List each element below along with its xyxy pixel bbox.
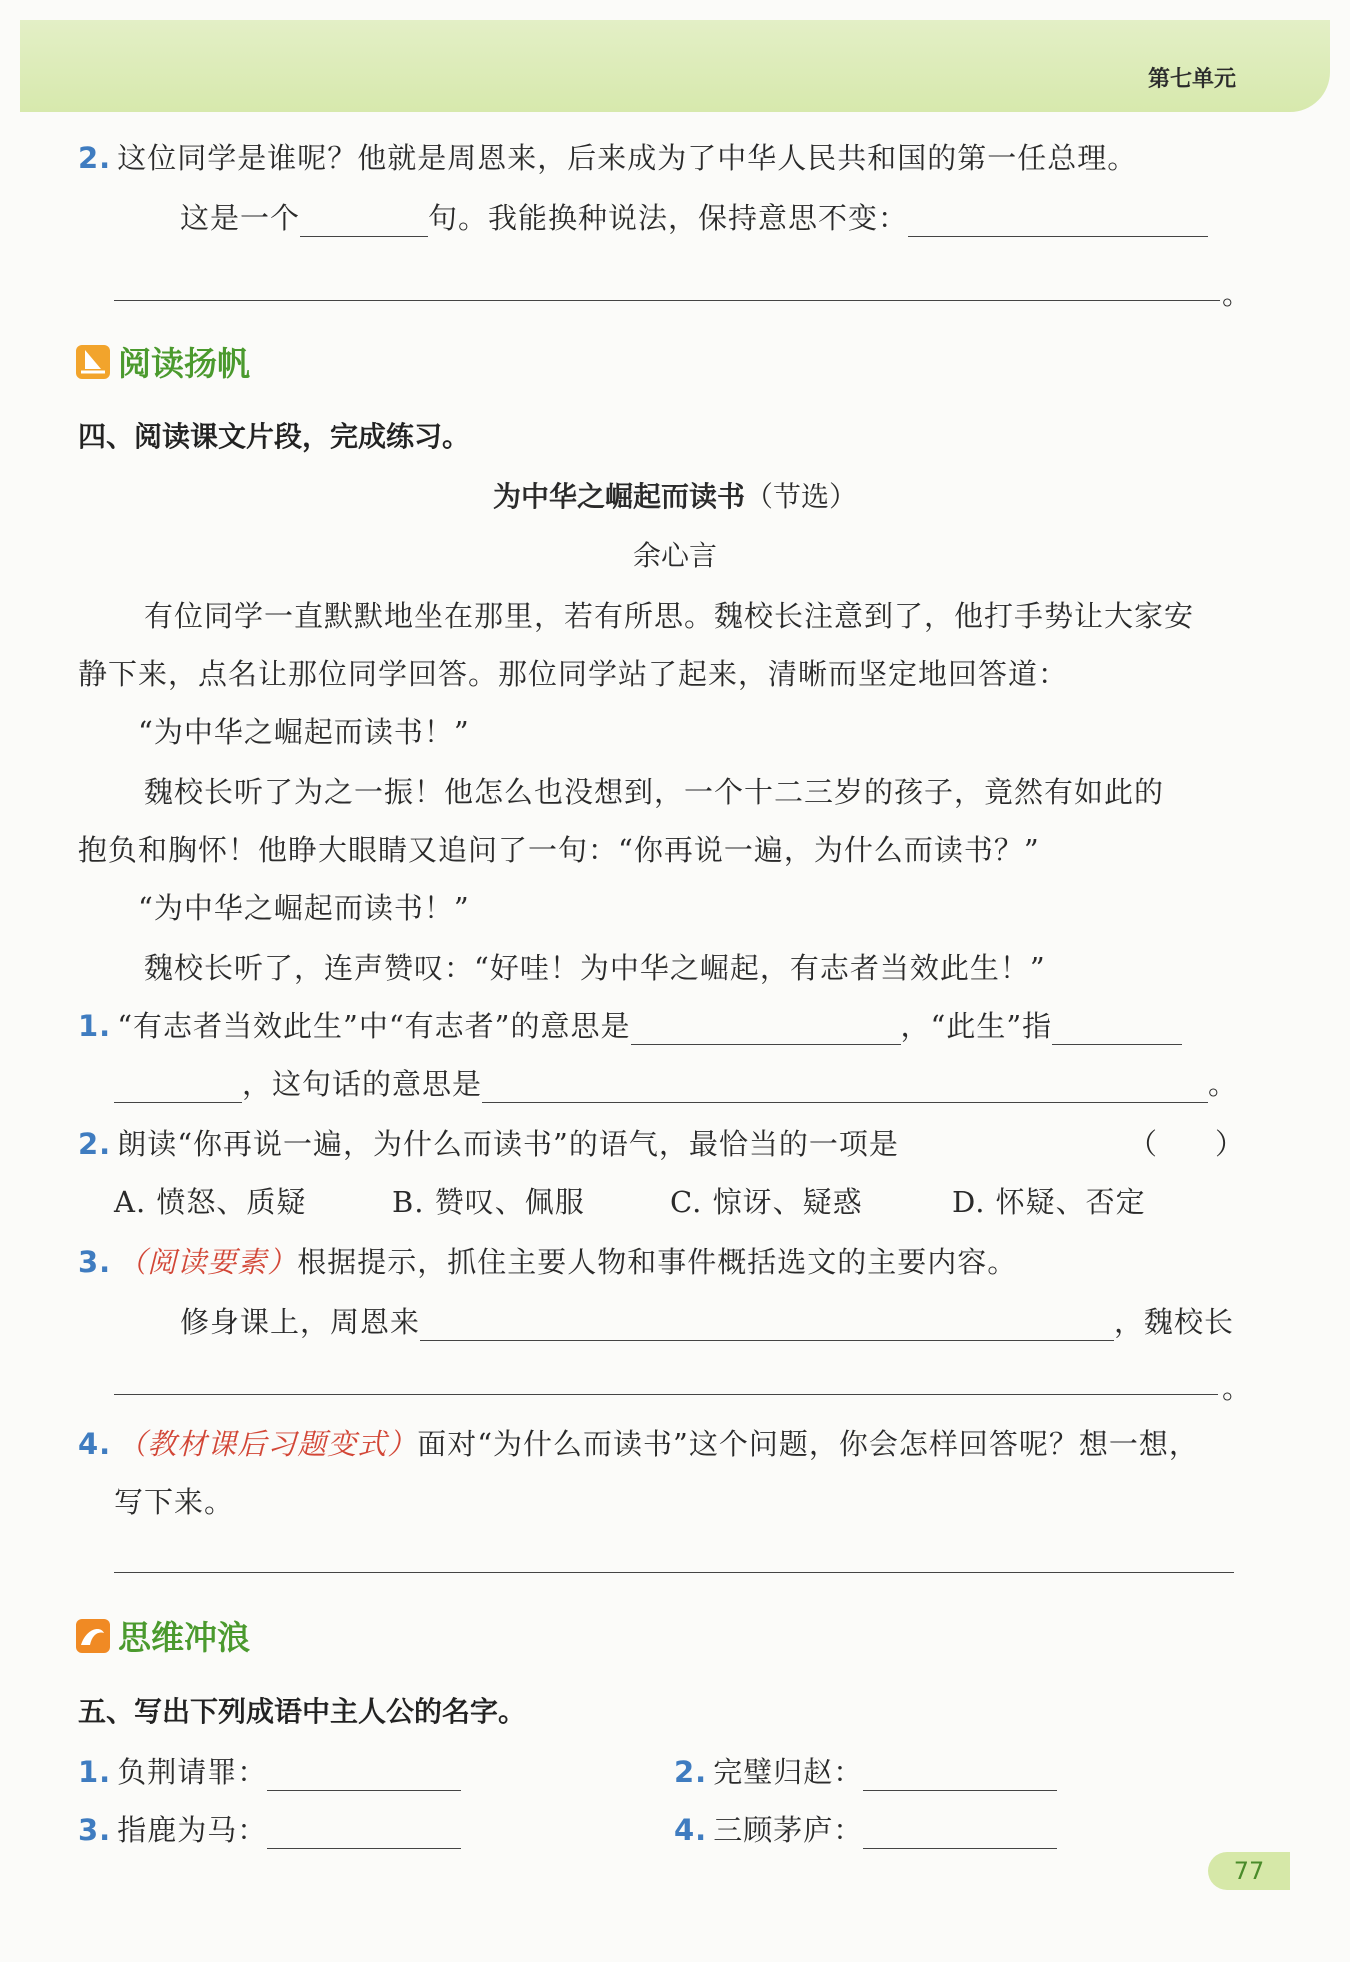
q4-sub4-number: 4. [78,1427,112,1461]
q2-prev-text-b: 句。我能换种说法，保持意思不变： [428,201,909,235]
q4-sub3-blank-wei[interactable] [114,1394,1218,1395]
article-author: 余心言 [632,539,717,572]
q5-item-2 [674,1750,1057,1791]
section-thinking-title: 思维冲浪 [118,1618,250,1657]
paragraph-line: 抱负和胸怀！他睁大眼睛又追问了一句：“你再说一遍，为什么而读书？” [78,833,1040,867]
q4-sub1-number: 1. [78,1009,112,1043]
section-reading-title: 阅读扬帆 [118,344,250,383]
q2-end-mark: 。 [1222,277,1253,311]
q4-sub3-number: 3. [78,1245,112,1279]
option-b[interactable]: B. 赞叹、佩服 [392,1185,585,1219]
q5-item-3-blank[interactable] [267,1818,461,1849]
wave-icon [76,1619,110,1653]
q5-item-4-number: 4. [674,1813,708,1847]
q4-sub3-line1 [78,1240,1017,1281]
q4-sub3-line2 [180,1300,1234,1341]
option-d[interactable]: D. 怀疑、否定 [952,1185,1146,1219]
q5-item-2-number: 2. [674,1755,708,1789]
q4-sub2-number: 2. [78,1127,112,1161]
q5-item-1-number: 1. [78,1755,112,1789]
q4-sub1-blank-cisheng-2[interactable] [114,1072,242,1103]
q2-rewrite-blank-2[interactable] [114,300,1220,301]
q5-item-2-text: 完璧归赵： [713,1755,864,1789]
q4-sub1-line1 [78,1004,1182,1045]
q2-prev-text-a: 这是一个 [180,201,301,235]
article-note: （节选） [745,480,858,513]
q5-item-4-blank[interactable] [863,1818,1057,1849]
page-number: 77 [1208,1852,1290,1890]
q5-heading: 五、写出下列成语中主人公的名字。 [78,1695,527,1728]
q4-sub2-answer-paren[interactable]: （ ） [1128,1127,1245,1161]
paragraph-line: 静下来，点名让那位同学回答。那位同学站了起来，清晰而坚定地回答道： [78,657,1069,691]
option-c[interactable]: C. 惊讶、疑惑 [670,1185,863,1219]
q4-sub1-text-c: ，这句话的意思是 [242,1067,483,1101]
q4-sub4-tag: （教材课后习题变式） [117,1427,418,1461]
q4-sub3-text-b: ，魏校长 [1114,1305,1235,1339]
q4-sub1-blank-cisheng-1[interactable] [1052,1014,1182,1045]
q4-sub3-text-a: 修身课上，周恩来 [180,1305,421,1339]
q4-sub3-blank-zhou[interactable] [420,1310,1114,1341]
q4-sub1-text-a: “有志者当效此生”中“有志者”的意思是 [117,1009,631,1043]
section-thinking [76,1612,250,1659]
q4-sub2-text: 朗读“你再说一遍，为什么而读书”的语气，最恰当的一项是 [117,1127,899,1161]
q2-prev-line2 [180,196,1208,237]
q4-sub1-blank-sentence[interactable] [482,1072,1208,1103]
paragraph-line: “为中华之崛起而读书！” [138,715,470,749]
q4-sub4-answer-line[interactable] [114,1572,1234,1573]
header-band [20,20,1330,112]
q5-item-1-text: 负荆请罪： [117,1755,268,1789]
q2-prev-number: 2. [78,141,112,175]
section-reading [76,338,250,385]
paragraph-line: 魏校长听了为之一振！他怎么也没想到，一个十二三岁的孩子，竟然有如此的 [144,775,1165,809]
q4-sub4-line2: 写下来。 [114,1485,235,1519]
q5-item-4-text: 三顾茅庐： [713,1813,864,1847]
q5-item-3-number: 3. [78,1813,112,1847]
q4-sub1-end: 。 [1208,1067,1239,1101]
q2-prev-line1 [78,136,1137,177]
q4-sub1-line2 [114,1062,1238,1103]
article-title: 为中华之崛起而读书 [492,480,745,513]
q5-item-2-blank[interactable] [863,1760,1057,1791]
unit-label: 第七单元 [1147,67,1236,92]
paragraph-line: 魏校长听了，连声赞叹：“好哇！为中华之崛起，有志者当效此生！” [144,951,1046,985]
q2-rewrite-blank-1[interactable] [908,206,1208,237]
q2-prev-text: 这位同学是谁呢？他就是周恩来，后来成为了中华人民共和国的第一任总理。 [117,141,1138,175]
q2-sentence-type-blank[interactable] [300,206,428,237]
q5-item-1-blank[interactable] [267,1760,461,1791]
q4-sub4-line1 [78,1422,1199,1463]
paragraph-line: “为中华之崛起而读书！” [138,891,470,925]
q5-item-4 [674,1808,1057,1849]
q4-sub1-blank-meaning[interactable] [631,1014,901,1045]
article-title-line [0,475,1350,515]
q4-sub3-tag: （阅读要素） [117,1245,298,1279]
q4-sub3-end: 。 [1222,1371,1253,1405]
q5-item-1 [78,1750,461,1791]
q4-sub2-line [78,1122,899,1163]
option-a[interactable]: A. 愤怒、质疑 [114,1185,307,1219]
q4-sub1-text-b: ，“此生”指 [900,1009,1053,1043]
sail-icon [76,345,110,379]
q5-item-3 [78,1808,461,1849]
q4-sub3-text: 根据提示，抓住主要人物和事件概括选文的主要内容。 [297,1245,1018,1279]
q5-item-3-text: 指鹿为马： [117,1813,268,1847]
q4-sub4-text: 面对“为什么而读书”这个问题，你会怎样回答呢？想一想， [417,1427,1199,1461]
q4-heading: 四、阅读课文片段，完成练习。 [78,420,471,453]
paragraph-line: 有位同学一直默默地坐在那里，若有所思。魏校长注意到了，他打手势让大家安 [144,599,1195,633]
